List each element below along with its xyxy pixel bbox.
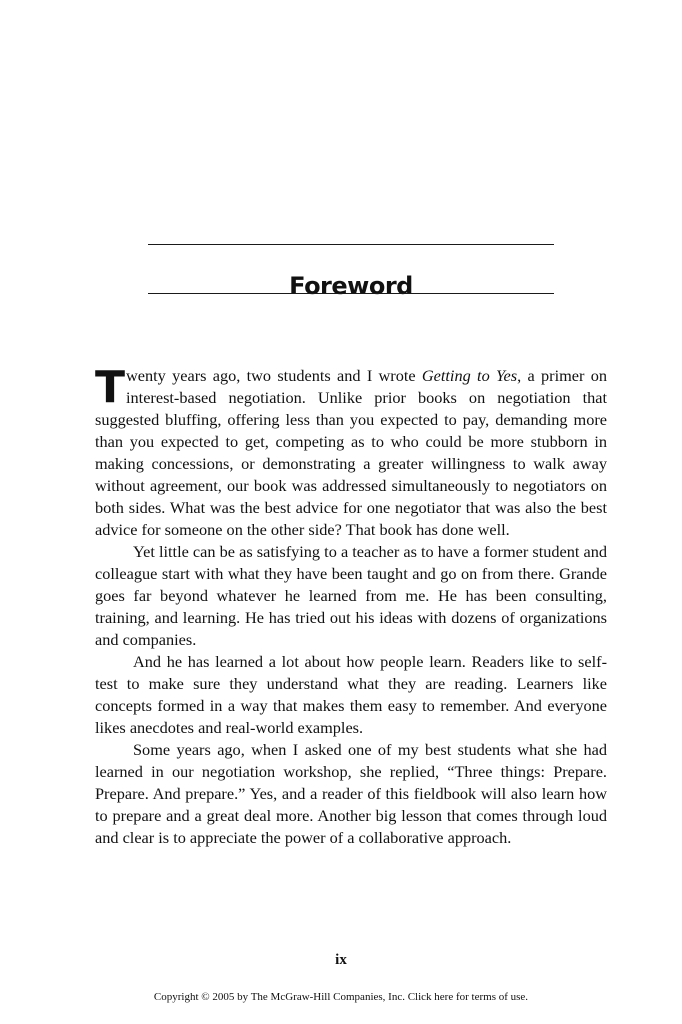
paragraph-4: Some years ago, when I asked one of my best students what she had learned in our negotiation workshop, she replied, “Three things: Prepare. Prepare. And prepare.” Yes, and a reader of this fieldbook will also learn how to prepare and a great deal more. Another big lesson that comes through loud and clear is to appreciate the power of a collaborative approach. (95, 740, 607, 847)
book-title-getting-to-yes: Getting to Yes (421, 366, 518, 385)
paragraph-1-text-a: wenty years ago, two students and I wrote (126, 366, 422, 385)
page-number: ix (335, 952, 347, 968)
copyright-notice-link[interactable]: Copyright © 2005 by The McGraw-Hill Companies, Inc. Click here for terms of use. (153, 991, 529, 1003)
drop-cap: T (95, 362, 126, 413)
paragraph-1-text-b: , a primer on interest-based negotiation. Unlike prior books on negotiation that suggested bluffing, offering less than you expected to pay, demanding more than you expected to get, competing as to who could be more stubborn in making concessions, or demonstrating a greater willingness to walk away without agreement, our book was addressed simultaneously to negotiators on both sides. What was the best advice for one negotiator that was also the best advice for someone on the other side? That book has done well. (95, 366, 607, 539)
paragraph-2: Yet little can be as satisfying to a teacher as to have a former student and colleague start with what they have been taught and go on from there. Grande goes far beyond whatever he learned from me. He has been consulting, training, and learning. He has tried out his ideas with dozens of organizations and companies. (95, 542, 607, 649)
paragraph-1 (95, 362, 607, 541)
title-rule-top (148, 244, 554, 245)
paragraph-3: And he has learned a lot about how people learn. Readers like to self-test to make sure they understand what they are reading. Learners like concepts formed in a way that makes them easy to remember. And everyone likes anecdotes and real-world examples. (95, 652, 607, 737)
chapter-title: Foreword (289, 272, 413, 301)
title-rule-bottom (148, 293, 554, 294)
foreword-body (95, 362, 607, 849)
